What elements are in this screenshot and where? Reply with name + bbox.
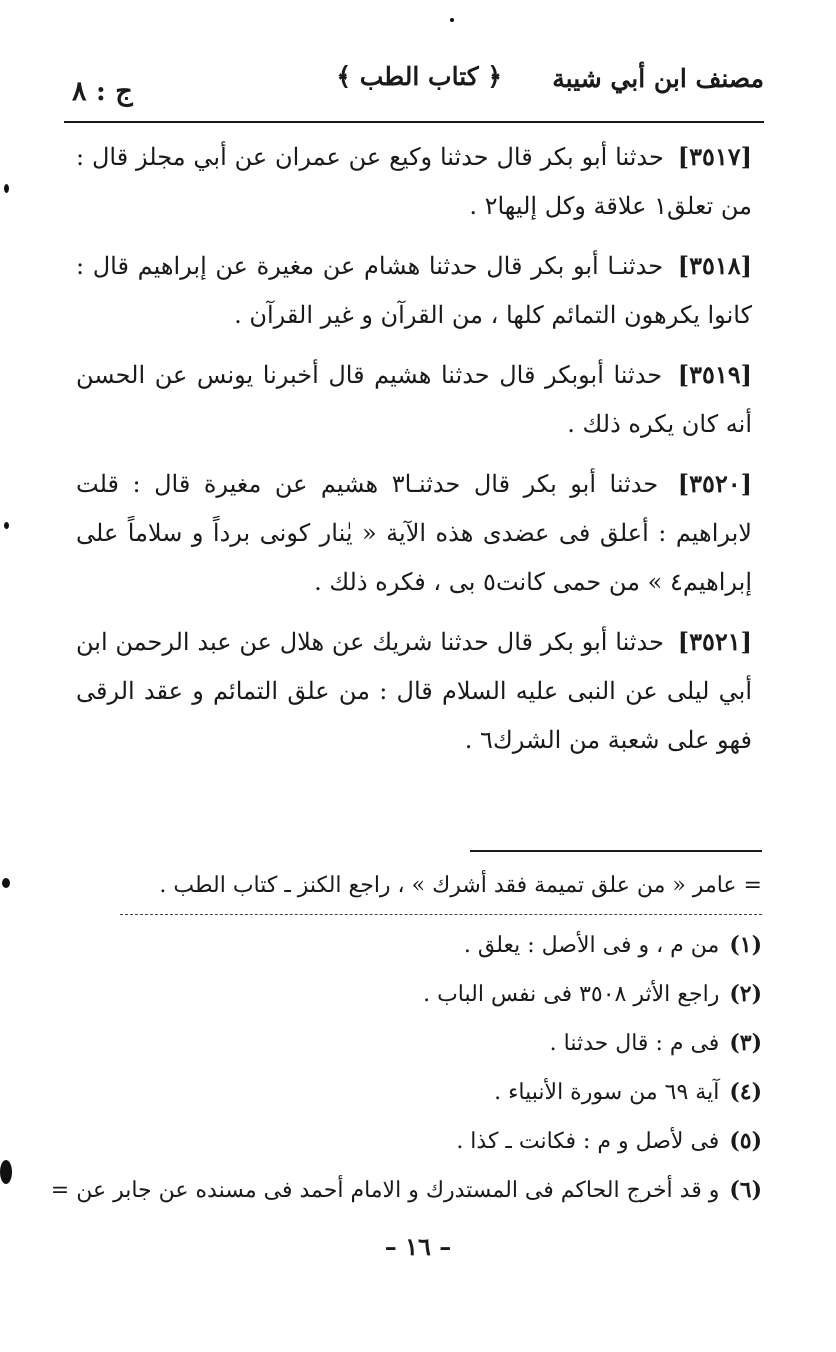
footnote-number: ( ٣ )	[729, 1030, 762, 1056]
chapter-title: ﴿ كتاب الطب ﴾	[336, 62, 502, 91]
footnote-number: ( ٦ )	[729, 1177, 762, 1203]
footnote	[120, 970, 762, 1019]
scan-speck	[0, 1160, 12, 1184]
entry-number: [ ٣٥٢١ ]	[678, 627, 752, 656]
hadith-entry	[76, 459, 752, 607]
footnote	[120, 921, 762, 970]
footnote-continuation: = عامر « من علق تميمة فقد أشرك » ، راجع الكنز ـ كتاب الطب .	[120, 862, 762, 915]
header-divider	[64, 121, 764, 123]
volume-number: ج : ٨	[72, 76, 133, 107]
footnote-text: راجع الأثر ٣٥٠٨ فى نفس الباب .	[423, 982, 720, 1007]
page-number: – ١٦ –	[384, 1232, 452, 1261]
footnote	[120, 1117, 762, 1166]
footnote-number: ( ١ )	[729, 932, 762, 958]
footnote-number: ( ٥ )	[729, 1128, 762, 1154]
main-text	[76, 132, 752, 775]
footnote	[120, 1068, 762, 1117]
footnote-divider	[470, 850, 762, 852]
entry-number: [ ٣٥١٩ ]	[678, 360, 752, 389]
hadith-entry	[76, 617, 752, 765]
footnote-text: فى م : قال حدثنا .	[549, 1031, 720, 1056]
entry-number: [ ٣٥١٧ ]	[678, 142, 752, 171]
scan-speck	[2, 878, 10, 888]
footnote-text: آية ٦٩ من سورة الأنبياء .	[494, 1080, 720, 1105]
entry-number: [ ٣٥١٨ ]	[678, 251, 752, 280]
scan-speck	[4, 522, 9, 529]
entry-text: حدثنـا أبو بكر قال حدثنا هشام عن مغيرة عن إبراهيم قال : كانوا يكرهون التمائم كلها ، من القرآن و غير القرآن .	[76, 252, 752, 329]
entry-text: حدثنا أبو بكر قال حدثنا وكيع عن عمران عن أبي مجلز قال : من تعلق١ علاقة وكل إليها٢ .	[76, 143, 752, 220]
entry-text: حدثنا أبوبكر قال حدثنا هشيم قال أخبرنا يونس عن الحسن أنه كان يكره ذلك .	[76, 361, 752, 438]
footnote	[120, 1019, 762, 1068]
footnotes	[50, 862, 762, 1215]
footnote-number: ( ٢ )	[729, 981, 762, 1007]
entry-text: حدثنا أبو بكر قال حدثنا شريك عن هلال عن عبد الرحمن ابن أبي ليلى عن النبى عليه السلام قال : من علق التمائم و عقد الرقى فهو على شعبة من الشرك٦ .	[76, 628, 752, 754]
footnote-text: و قد أخرج الحاكم فى المستدرك و الامام أحمد فى مسنده عن جابر عن =	[50, 1178, 720, 1203]
footnote	[50, 1166, 762, 1215]
scan-speck	[4, 184, 9, 193]
page-header	[64, 58, 764, 120]
book-title: مصنف ابن أبي شيبة	[552, 64, 764, 93]
entry-number: [ ٣٥٢٠ ]	[678, 469, 752, 498]
hadith-entry	[76, 241, 752, 340]
footnote-text: فى لأصل و م : فكانت ـ كذا .	[456, 1129, 720, 1154]
footnote-text: من م ، و فى الأصل : يعلق .	[463, 933, 720, 958]
hadith-entry	[76, 132, 752, 231]
hadith-entry	[76, 350, 752, 449]
entry-text: حدثنا أبو بكر قال حدثنـا٣ هشيم عن مغيرة قال : قلت لابراهيم : أعلق فى عضدى هذه الآية « يٰنار كونى برداً و سلاماً على إبراهيم٤ » من حمى كانت٥ بى ، فكره ذلك .	[76, 470, 752, 596]
footnote-number: ( ٤ )	[729, 1079, 762, 1105]
scan-speck	[450, 18, 454, 22]
